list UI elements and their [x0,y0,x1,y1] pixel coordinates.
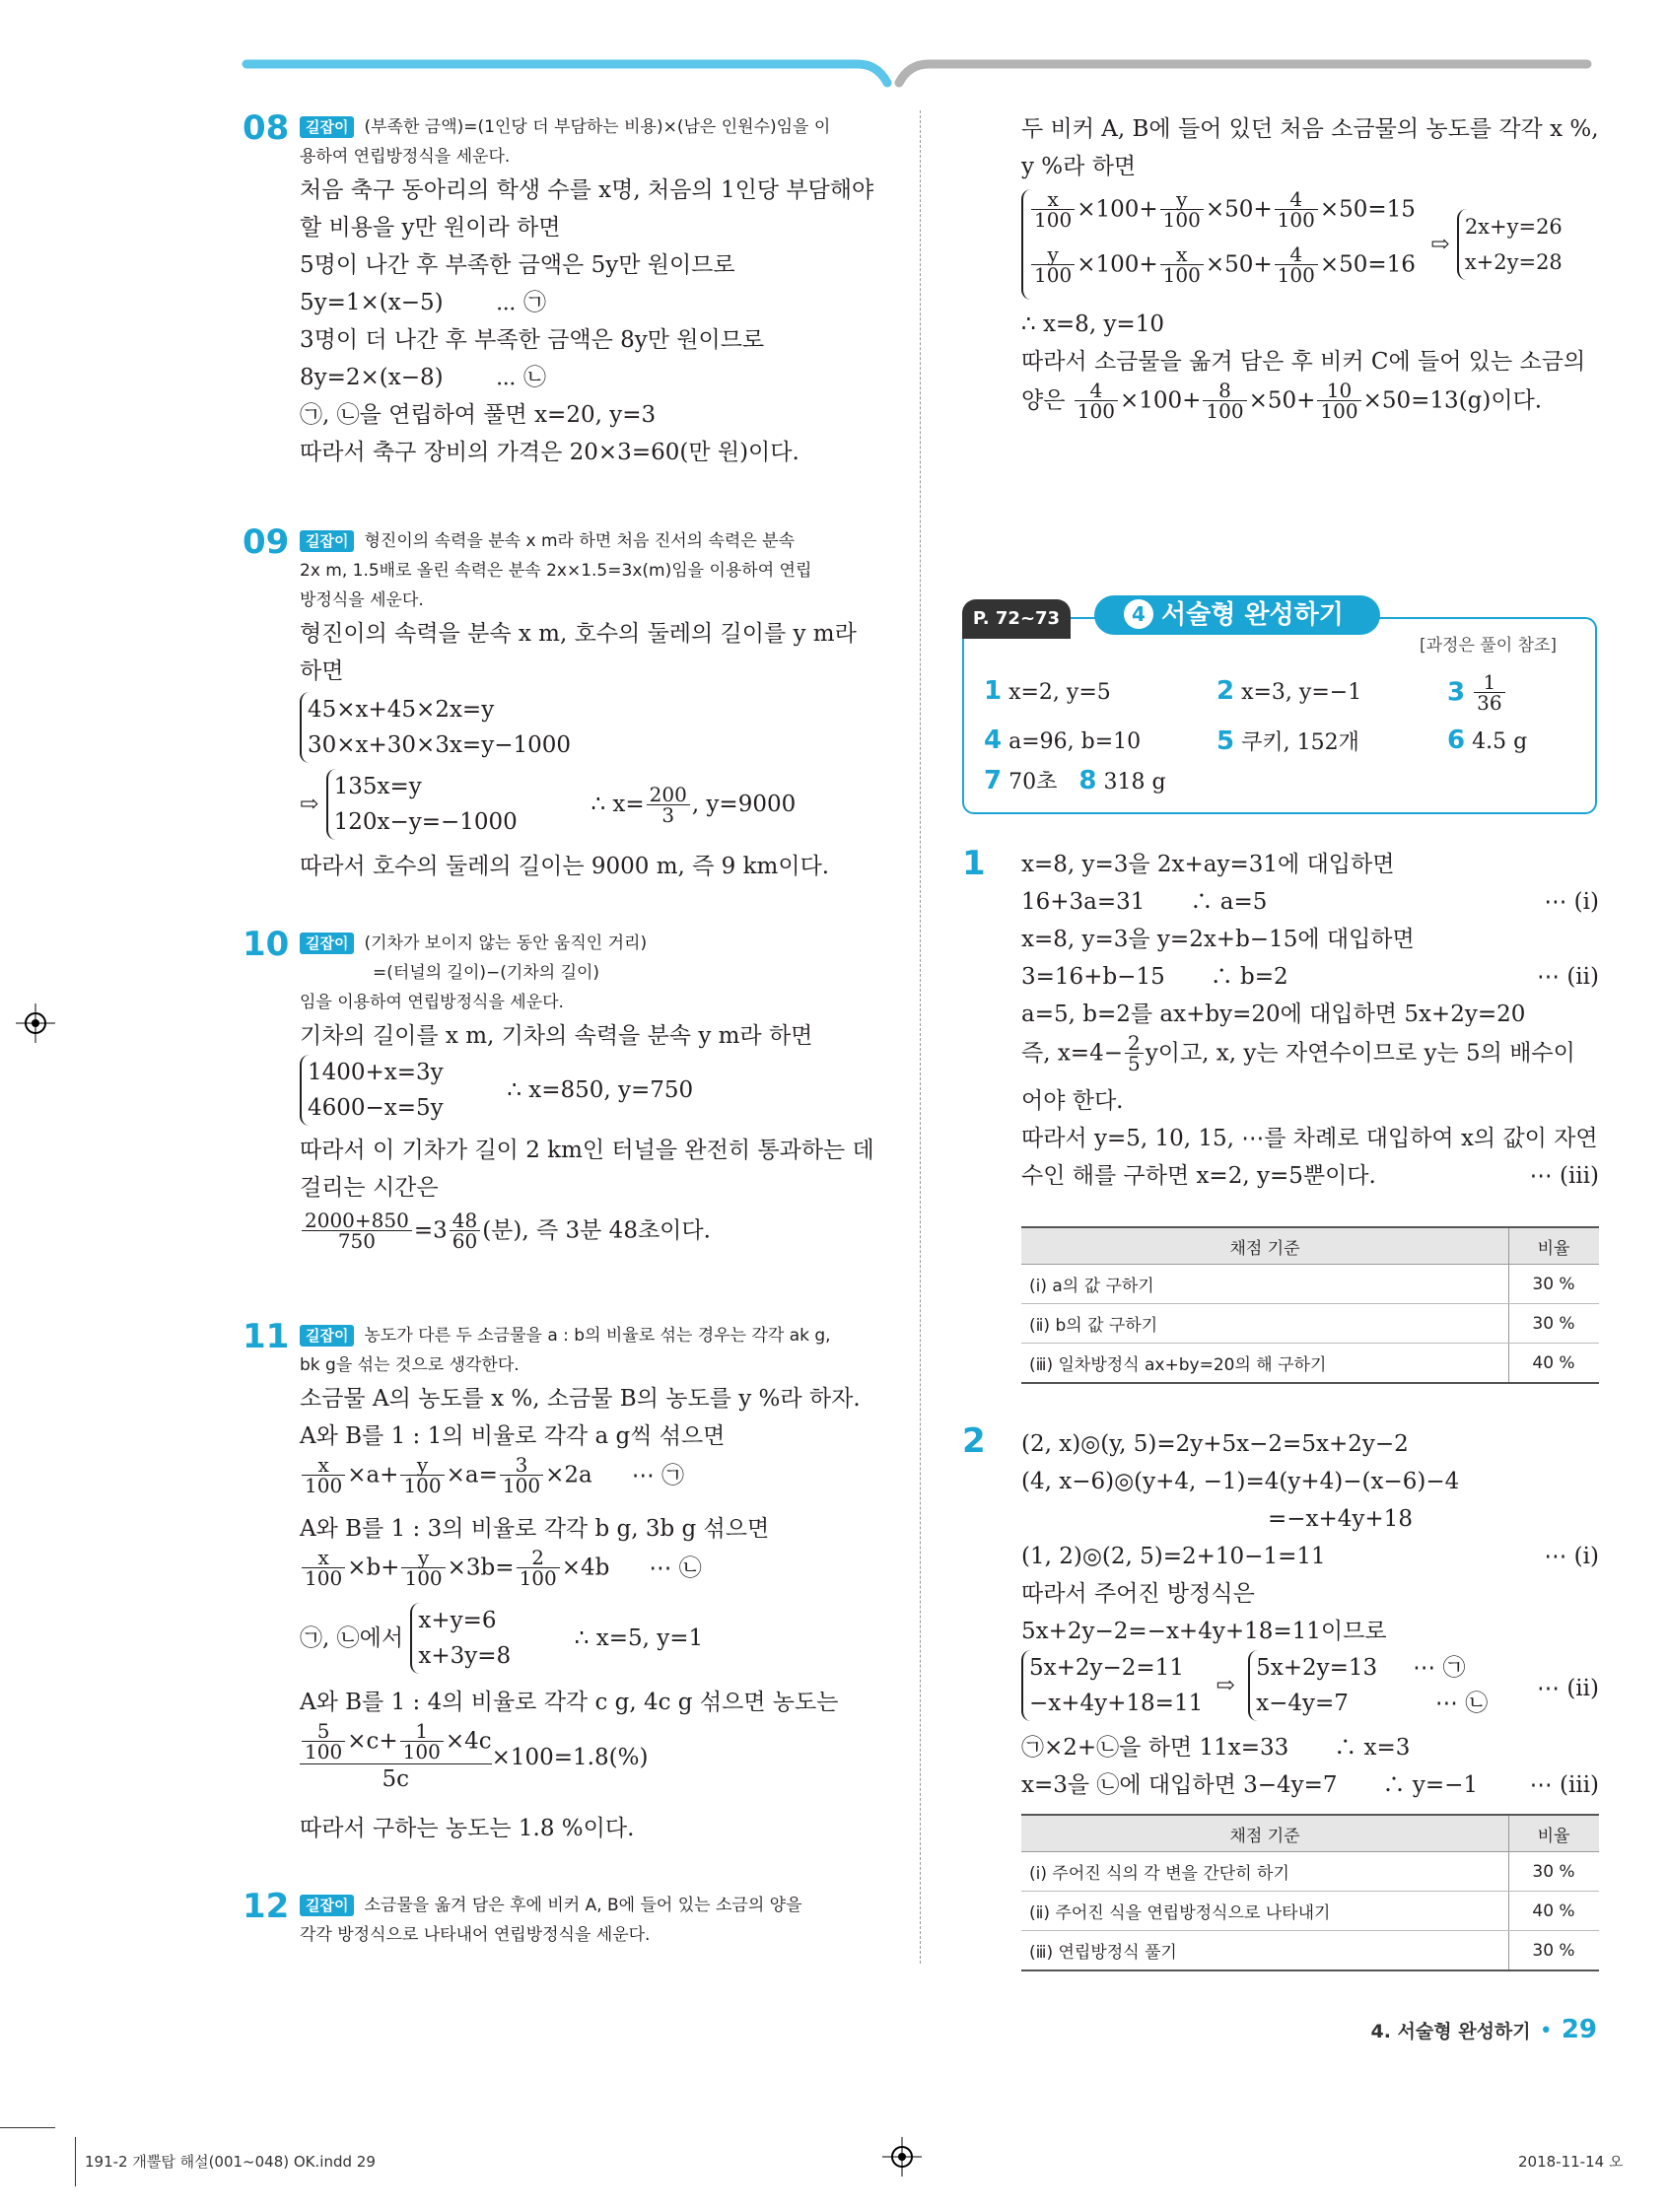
hint-tag: 길잡이 [300,116,354,138]
text: 36 [1477,691,1502,715]
fraction [1474,672,1504,713]
text: 채점 기준 [1021,1815,1509,1852]
solution-note: [과정은 풀이 참조] [1420,636,1558,656]
text: 5x+2y=13 [1256,1655,1378,1681]
text: ⇨ [1430,232,1450,257]
text: ⋯ ㉠ [631,1462,685,1488]
text: a=5, b=2를 ax+by=20에 대입하면 5x+2y=20 [1021,1002,1526,1027]
problem-10 [300,929,891,1270]
text: x+2y=28 [1464,250,1563,274]
problem-number: 11 [243,1317,290,1356]
text: 40 % [1509,1344,1600,1384]
text: 처음 축구 동아리의 학생 수를 x명, 처음의 1인당 부담해야 [300,177,874,203]
text: (ⅰ) a의 값 구하기 [1021,1265,1509,1304]
text: 60 [452,1229,478,1253]
text: 두 비커 A, B에 들어 있던 처음 소금물의 농도를 각각 x %, [1021,116,1599,142]
registration-mark-icon [16,1003,55,1043]
text: 5 [302,1721,345,1742]
text: 3명이 더 나간 후 부족한 금액은 8y만 원이므로 [300,327,765,353]
file-info: 191-2 개뿔탑 해설(001~048) OK.indd 29 [85,2153,376,2171]
text: 3 [1447,677,1466,708]
text: 채점 기준 [1021,1227,1509,1265]
text: ×50+ [1205,251,1273,278]
problem-12-continued [1021,110,1603,436]
equation-system [1248,1650,1488,1721]
text: 100 [1162,263,1201,287]
column-divider [920,110,922,1964]
text: x−4y=7 [1256,1691,1349,1716]
text: ∴ x=8, y=10 [1021,311,1164,337]
table-row [1021,1931,1599,1971]
text: 5 [1216,726,1235,756]
text: =(터널의 길이)−(기차의 길이) [373,963,600,983]
text: 100 [1277,263,1315,287]
text: (ⅲ) 연립방정식 풀기 [1021,1931,1509,1971]
text: A와 B를 1 : 4의 비율로 각각 c g, 4c g 섞으면 농도는 [300,1690,839,1715]
text: 2000+850 [302,1210,412,1231]
text: ×b+ [347,1555,400,1581]
text: 100 [403,1474,442,1497]
header-bar [237,55,1597,95]
text: 4 [1275,244,1318,265]
problem-1 [1021,846,1599,1195]
text: ×100+ [1077,251,1158,278]
fraction [647,782,690,827]
text: 100 [402,1740,441,1763]
text: x+y=6 [418,1608,497,1633]
text: x=8, y=3을 y=2x+b−15에 대입하면 [1021,927,1415,952]
problem-09 [300,526,891,885]
text: 30 % [1509,1931,1600,1971]
text: 4600−x=5y [308,1095,444,1121]
text: 100 [502,1474,541,1497]
text: 비율 [1509,1227,1600,1265]
text: 따라서 구하는 농도는 1.8 %이다. [300,1816,635,1841]
text: x [1160,244,1204,265]
text: x [1031,189,1075,210]
equation-system [326,769,518,840]
text: 4 [1075,380,1118,401]
text: 2 [1125,1033,1144,1054]
text: 100 [305,1740,343,1763]
text: ⋯ (ⅰ) [1544,889,1599,915]
text: 3 [500,1455,543,1476]
fraction [500,1455,543,1495]
table-row [1021,1265,1599,1304]
scoring-table [1021,1226,1599,1384]
problem-number: 09 [243,522,290,562]
text: 120x−y=−1000 [333,809,518,835]
text: 4 [984,726,1003,755]
text: 100 [1034,208,1073,232]
text: 100 [404,1566,443,1590]
text: (1, 2)◎(2, 5)=2+10−1=11 [1021,1544,1326,1569]
text: ×50+ [1248,387,1316,414]
text: ⋯ (ⅲ) [1529,1772,1599,1798]
text: x=3, y=−1 [1241,680,1362,705]
text: ㉠, ㉡에서 [300,1625,404,1651]
text: 48 [450,1210,480,1231]
text: ⋯ (ⅲ) [1529,1163,1599,1189]
text: a=96, b=10 [1008,729,1142,754]
text: 5명이 나간 후 부족한 금액은 5y만 원이므로 [300,252,735,278]
text: (ⅱ) 주어진 식을 연립방정식으로 나타내기 [1021,1892,1509,1931]
print-date: 2018-11-14 오 [1518,2153,1624,2171]
text: (2, x)◎(y, 5)=2y+5x−2=5x+2y−2 [1021,1431,1409,1457]
text: y [401,1548,445,1568]
text: 750 [337,1229,377,1253]
text: 30 % [1509,1265,1600,1304]
equation-system [1457,209,1563,280]
text: 16+3a=31 ∴ a=5 [1021,889,1268,915]
text: ×a= [446,1462,498,1488]
table-row [1021,1344,1599,1384]
table-row [1021,1852,1599,1892]
hint-tag: 길잡이 [300,1325,354,1347]
text: ⋯ (ⅱ) [1537,964,1599,990]
text: (ⅱ) b의 값 구하기 [1021,1304,1509,1344]
scoring-table [1021,1814,1599,1971]
text: 5x+2y−2=11 [1029,1655,1184,1681]
text: 100 [305,1474,343,1497]
text: 따라서 축구 장비의 가격은 20×3=60(만 원)이다. [300,440,799,465]
text: ⋯ (ⅱ) [1537,1676,1599,1701]
text: ⋯ (ⅰ) [1544,1544,1599,1569]
text: 30×x+30×3x=y−1000 [308,732,571,758]
text: 5y=1×(x−5) ⋯ ㉠ [300,290,546,315]
text: 100 [305,1566,343,1590]
text: ⇨ [1216,1673,1235,1698]
text: y [400,1455,444,1476]
problem-2 [1021,1425,1599,1804]
crop-line [0,2127,55,2128]
text: 어야 한다. [1021,1088,1124,1114]
text: ∴ x= [591,792,645,817]
text: ×3b= [447,1555,515,1581]
text: 6 [1447,726,1466,755]
text: 200 [647,785,690,805]
text: 100 [1034,263,1073,287]
text: 4 [1275,189,1318,210]
text: 양은 [1021,387,1073,414]
problem-12-hint [300,1891,891,1950]
text: ⋯ ㉠ [1413,1655,1466,1681]
text: 따라서 주어진 방정식은 [1021,1581,1255,1607]
text: 방정식을 세운다. [300,590,424,610]
fraction [302,1210,412,1251]
text: 형진이의 속력을 분속 x m라 하면 처음 진서의 속력은 분속 [364,531,796,551]
footer-bullet: • [1539,2019,1553,2043]
problem-number: 2 [962,1421,986,1461]
text: ×4b [561,1555,610,1581]
fraction [517,1548,560,1588]
text: 30 % [1509,1304,1600,1344]
text: ㉠×2+㉡을 하면 11x=33 ∴ x=3 [1021,1735,1411,1761]
text: 8 [1078,766,1097,795]
text: 100 [1206,399,1244,423]
text: y %라 하면 [1021,154,1137,179]
text: x=8, y=3을 2x+ay=31에 대입하면 [1021,852,1395,877]
text: 45×x+45×2x=y [308,697,495,723]
text: 즉, x=4− [1021,1040,1123,1067]
text: ⋯ ㉡ [649,1555,702,1581]
text: 따라서 y=5, 10, 15, ⋯를 차례로 대입하여 x의 값이 자연 [1021,1126,1598,1151]
text: ×c+ [347,1728,398,1755]
text: 쿠키, 152개 [1241,730,1359,755]
text: 각각 방정식으로 나타내어 연립방정식을 세운다. [300,1925,651,1945]
text: (분), 즉 3분 48초이다. [482,1217,711,1244]
text: 8y=2×(x−8) ⋯ ㉡ [300,365,546,390]
text: y [1160,189,1204,210]
page-footer [1183,2015,1597,2044]
problem-number: 12 [243,1887,290,1926]
section-title-bar [1094,595,1380,635]
hint-tag: 길잡이 [300,530,354,552]
text: 할 비용을 y만 원이라 하면 [300,215,561,241]
text: ×50=16 [1319,251,1416,278]
page-range-tab: P. 72~73 [962,599,1071,639]
text: x+3y=8 [418,1643,512,1669]
problem-number: 10 [243,925,290,964]
problem-number: 08 [243,108,290,148]
fraction [302,1721,345,1762]
text: 임을 이용하여 연립방정식을 세운다. [300,993,564,1012]
text: 1 [400,1721,444,1742]
equation-system [300,692,571,763]
text: −x+4y+18=11 [1029,1691,1204,1716]
text: 100 [519,1566,557,1590]
text: ⇨ [300,792,319,817]
text: ×a+ [347,1462,399,1488]
text: 100 [1277,208,1315,232]
text: 30 % [1509,1852,1600,1892]
text: bk g을 섞는 것으로 생각한다. [300,1355,520,1375]
text: 10 [1317,380,1360,401]
text: 100 [1162,208,1201,232]
text: 수인 해를 구하면 x=2, y=5뿐이다. [1021,1163,1376,1189]
problem-08 [300,112,891,471]
text: 7 [984,766,1003,795]
text: 4.5 g [1472,729,1528,754]
text: 소금물 A의 농도를 x %, 소금물 B의 농도를 y %라 하자. [300,1386,861,1412]
text: ×50=15 [1319,196,1416,223]
text: 소금물을 옮겨 담은 후에 비커 A, B에 들어 있는 소금의 양을 [364,1896,802,1915]
footer-section: 4. 서술형 완성하기 [1370,2021,1531,2042]
text: y이고, x, y는 자연수이므로 y는 5의 배수이 [1145,1040,1575,1067]
text: 1 [984,676,1003,706]
text: 318 g [1103,770,1166,795]
text: ㉠, ㉡을 연립하여 풀면 x=20, y=3 [300,402,657,428]
text: (ⅲ) 일차방정식 ax+by=20의 해 구하기 [1021,1344,1509,1384]
equation-system [1021,189,1416,300]
text: x [302,1548,345,1568]
text: 1400+x=3y [308,1060,444,1085]
text: 100 [1077,399,1115,423]
problem-number: 1 [962,844,986,883]
text: , y=9000 [691,792,797,817]
hint-tag: 길잡이 [300,933,354,954]
text: 따라서 소금물을 옮겨 담은 후 비커 C에 들어 있는 소금의 [1021,349,1586,375]
text: x [302,1455,345,1476]
text: 70초 [1008,770,1058,795]
text: (4, x−6)◎(y+4, −1)=4(y+4)−(x−6)−4 [1021,1469,1460,1494]
text: 걸리는 시간은 [300,1175,439,1201]
text: ×4c [445,1728,492,1755]
text: 8 [1203,380,1246,401]
text: 2 [517,1548,560,1568]
text: ×100+ [1119,387,1202,414]
text: ×100+ [1077,196,1158,223]
text: 5x+2y−2=−x+4y+18=11이므로 [1021,1619,1387,1644]
text: 비율 [1509,1815,1600,1852]
text: (ⅰ) 주어진 식의 각 변을 간단히 하기 [1021,1852,1509,1892]
text: 5c [382,1766,410,1792]
text: 용하여 연립방정식을 세운다. [300,147,511,167]
text: 농도가 다른 두 소금물을 a : b의 비율로 섞는 경우는 각각 ak g, [364,1326,831,1346]
fraction [450,1210,480,1251]
text: 1 [1474,672,1504,693]
section-number-badge: 4 [1124,599,1153,629]
table-row [1021,1304,1599,1344]
text: 40 % [1509,1892,1600,1931]
text: ∴ x=850, y=750 [507,1077,694,1103]
equation-system [1021,1650,1203,1721]
text: (기차가 보이지 않는 동안 움직인 거리) [364,933,648,953]
equation-system [410,1603,511,1674]
text: 135x=y [333,774,422,799]
text: 3=16+b−15 ∴ b=2 [1021,964,1288,990]
hint-tag: 길잡이 [300,1895,354,1916]
text: 2x+y=26 [1464,215,1563,239]
text: 따라서 호수의 둘레의 길이는 9000 m, 즉 9 km이다. [300,854,830,879]
text: (부족한 금액)=(1인당 더 부담하는 비용)×(남은 인원수)임을 이 [364,117,831,137]
text: 형진이의 속력을 분속 x m, 호수의 둘레의 길이를 y m라 [300,621,857,647]
fraction [400,1455,444,1495]
text: =−x+4y+18 [1268,1506,1413,1532]
equation-system [300,1055,444,1126]
text: 3 [661,802,675,827]
text: ×50=13(g)이다. [1362,387,1543,414]
section-title: 서술형 완성하기 [1161,600,1344,630]
page-number: 29 [1561,2015,1597,2044]
text: A와 B를 1 : 3의 비율로 각각 b g, 3b g 섞으면 [300,1516,770,1542]
text: ∴ x=5, y=1 [574,1625,704,1651]
table-row [1021,1892,1599,1931]
fraction [302,1455,345,1495]
text: 100 [1320,399,1358,423]
text: y [1031,244,1075,265]
crop-line [75,2137,76,2186]
answer-list [984,672,1575,800]
text: ×50+ [1205,196,1273,223]
text: ⋯ ㉡ [1434,1691,1489,1716]
text: 2x m, 1.5배로 올린 속력은 분속 2x×1.5=3x(m)임을 이용하여 연립 [300,561,812,581]
text: 5 [1128,1052,1141,1075]
fraction [302,1548,345,1588]
fraction [401,1548,445,1588]
text: =3 [413,1217,448,1244]
problem-11 [300,1321,891,1847]
text: 2 [1216,676,1235,706]
text: ×2a [545,1462,592,1488]
text: 기차의 길이를 x m, 기차의 속력을 분속 y m라 하면 [300,1023,813,1049]
text: x=3을 ㉡에 대입하면 3−4y=7 ∴ y=−1 [1021,1772,1479,1798]
fraction [400,1721,444,1762]
text: ×100=1.8(%) [491,1745,649,1770]
text: x=2, y=5 [1008,680,1111,705]
text: A와 B를 1 : 1의 비율로 각각 a g씩 섞으면 [300,1423,726,1449]
text: 하면 [300,658,344,684]
registration-mark-icon [882,2137,922,2177]
text: 따라서 이 기차가 길이 2 km인 터널을 완전히 통과하는 데 [300,1138,874,1163]
